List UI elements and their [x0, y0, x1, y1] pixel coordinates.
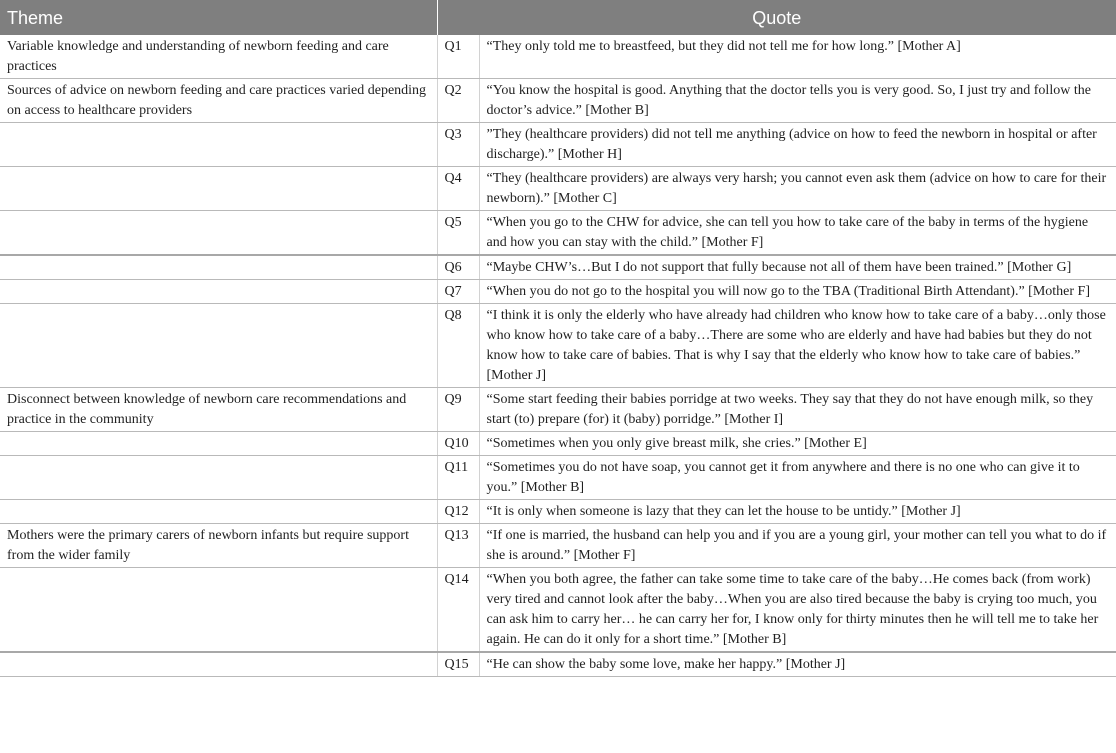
quote-cell: “They only told me to breastfeed, but they did not tell me for how long.” [Mother A] — [479, 35, 1116, 79]
theme-cell: Disconnect between knowledge of newborn care recommendations and practice in the community — [0, 388, 437, 432]
theme-cell — [0, 304, 437, 388]
quote-column-header: Quote — [437, 0, 1116, 35]
quote-cell: “Some start feeding their babies porridge at two weeks. They say that they do not have enough milk, so they start (to) prepare (for) it (baby) porridge.” [Mother I] — [479, 388, 1116, 432]
quote-cell: “It is only when someone is lazy that they can let the house to be untidy.” [Mother J] — [479, 500, 1116, 524]
table-row — [0, 280, 1116, 304]
quote-id-cell: Q6 — [437, 255, 479, 280]
quote-id-cell: Q12 — [437, 500, 479, 524]
quote-id-cell: Q1 — [437, 35, 479, 79]
quote-cell: “Maybe CHW’s…But I do not support that fully because not all of them have been trained.” [Mother G] — [479, 255, 1116, 280]
table-row — [0, 79, 1116, 123]
quote-id-cell: Q8 — [437, 304, 479, 388]
quote-id-cell: Q3 — [437, 123, 479, 167]
theme-cell — [0, 456, 437, 500]
theme-column-header: Theme — [0, 0, 437, 35]
theme-cell — [0, 500, 437, 524]
table-row — [0, 524, 1116, 568]
theme-cell — [0, 211, 437, 256]
quote-id-cell: Q13 — [437, 524, 479, 568]
quote-id-cell: Q5 — [437, 211, 479, 256]
quote-id-cell: Q11 — [437, 456, 479, 500]
quote-cell: “You know the hospital is good. Anything that the doctor tells you is very good. So, I just try and follow the doctor’s advice.” [Mother B] — [479, 79, 1116, 123]
table-row — [0, 123, 1116, 167]
table-body — [0, 35, 1116, 677]
table-row — [0, 255, 1116, 280]
theme-cell — [0, 167, 437, 211]
table-row — [0, 500, 1116, 524]
quote-cell: “When you both agree, the father can take some time to take care of the baby…He comes back (from work) very tired and cannot look after the baby…When you are also tired because the baby is crying too much, you can ask him to carry her… he can carry her for, I know only for thirty minutes then he will tell me to take her again. He can do it only for a short time.” [Mother B] — [479, 568, 1116, 653]
quote-id-cell: Q7 — [437, 280, 479, 304]
theme-cell: Variable knowledge and understanding of newborn feeding and care practices — [0, 35, 437, 79]
quote-cell: “Sometimes you do not have soap, you cannot get it from anywhere and there is no one who can give it to you.” [Mother B] — [479, 456, 1116, 500]
theme-cell: Sources of advice on newborn feeding and care practices varied depending on access to healthcare providers — [0, 79, 437, 123]
table-row — [0, 211, 1116, 256]
quote-cell: ”They (healthcare providers) did not tell me anything (advice on how to feed the newborn in hospital or after discharge).” [Mother H] — [479, 123, 1116, 167]
quote-cell: “They (healthcare providers) are always very harsh; you cannot even ask them (advice on how to care for their newborn).” [Mother C] — [479, 167, 1116, 211]
quote-cell: “Sometimes when you only give breast milk, she cries.” [Mother E] — [479, 432, 1116, 456]
table-row — [0, 388, 1116, 432]
quote-cell: “When you do not go to the hospital you will now go to the TBA (Traditional Birth Attendant).” [Mother F] — [479, 280, 1116, 304]
quote-id-cell: Q10 — [437, 432, 479, 456]
theme-cell — [0, 123, 437, 167]
theme-cell — [0, 568, 437, 653]
theme-cell: Mothers were the primary carers of newborn infants but require support from the wider family — [0, 524, 437, 568]
theme-cell — [0, 280, 437, 304]
header-row — [0, 0, 1116, 35]
table-row — [0, 568, 1116, 653]
table-row — [0, 35, 1116, 79]
table-row — [0, 652, 1116, 677]
table-header — [0, 0, 1116, 35]
quote-id-cell: Q9 — [437, 388, 479, 432]
quote-id-cell: Q14 — [437, 568, 479, 653]
theme-cell — [0, 652, 437, 677]
table-row — [0, 432, 1116, 456]
quote-id-cell: Q15 — [437, 652, 479, 677]
table-row — [0, 167, 1116, 211]
quote-cell: “When you go to the CHW for advice, she can tell you how to take care of the baby in terms of the hygiene and how you can stay with the child.” [Mother F] — [479, 211, 1116, 256]
table-row — [0, 456, 1116, 500]
theme-cell — [0, 255, 437, 280]
quote-cell: “He can show the baby some love, make her happy.” [Mother J] — [479, 652, 1116, 677]
quote-cell: “I think it is only the elderly who have already had children who know how to take care of a baby…only those who know how to take care of a baby…There are some who are elderly and have had babies but they do not know how to take care of babies. That is why I say that the elderly who know how to take care of babies.” [Mother J] — [479, 304, 1116, 388]
table-row — [0, 304, 1116, 388]
quote-cell: “If one is married, the husband can help you and if you are a young girl, your mother can tell you what to do if she is around.” [Mother F] — [479, 524, 1116, 568]
quote-id-cell: Q2 — [437, 79, 479, 123]
theme-cell — [0, 432, 437, 456]
quote-id-cell: Q4 — [437, 167, 479, 211]
